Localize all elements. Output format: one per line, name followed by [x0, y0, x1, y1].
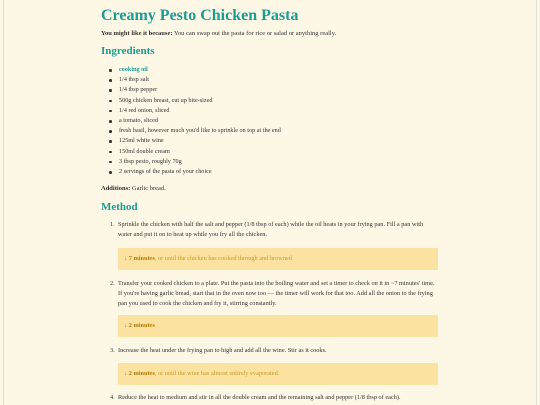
timer-note: , or until the chicken has cooked through and browned	[154, 255, 292, 262]
right-border	[536, 0, 537, 405]
timer-callout	[118, 315, 438, 337]
ingredient-item: 1/4 tbsp pepper	[119, 85, 281, 95]
timer-callout	[118, 248, 438, 270]
page-title: Creamy Pesto Chicken Pasta	[101, 7, 299, 24]
method-heading: Method	[101, 201, 138, 213]
timer-duration: 7 minutes	[128, 255, 155, 262]
ingredient-item: 1/4 tbsp salt	[119, 75, 281, 85]
additions-text	[101, 184, 166, 193]
ingredient-item[interactable]	[119, 65, 281, 75]
ingredient-item: a tomato, sliced	[119, 116, 281, 126]
ingredients-heading: Ingredients	[101, 45, 155, 57]
ingredient-item: 150ml double cream	[119, 147, 281, 157]
down-arrow-icon: ↓	[124, 370, 128, 377]
ingredients-list	[101, 65, 281, 177]
timer-callout	[118, 363, 438, 385]
left-border	[3, 0, 4, 405]
timer-duration: 2 minutes	[128, 370, 155, 377]
step-text: Sprinkle the chicken with half the salt and pepper (1/8 tbsp of each) while the oil heats in your frying pan. Fill a pan with water and put it on to heat up while you fry all the chicken.	[118, 221, 424, 238]
ingredient-item: 2 servings of the pasta of your choice	[119, 167, 281, 177]
step-text: Increase the heat under the frying pan to high and add all the wine. Stir as it cooks.	[118, 347, 327, 354]
ingredient-item: fresh basil, however much you'd like to sprinkle on top at the end	[119, 126, 281, 136]
additions-label: Additions:	[101, 185, 131, 192]
step-number: 3.	[110, 347, 115, 354]
method-step	[110, 346, 438, 356]
method-step	[110, 279, 438, 309]
intro-text	[101, 29, 336, 38]
step-text: Reduce the heat to medium and stir in all the double cream and the remaining salt and pepper (1/8 tbsp of each).	[118, 394, 401, 401]
step-number: 2.	[110, 280, 115, 287]
down-arrow-icon: ↓	[124, 322, 128, 329]
ingredient-link[interactable]: cooking oil	[119, 66, 148, 73]
ingredient-item: 125ml white wine	[119, 136, 281, 146]
ingredient-item: 1/4 red onion, sliced	[119, 106, 281, 116]
ingredient-item: 3 tbsp pesto, roughly 70g	[119, 157, 281, 167]
intro-body: You can swap out the pasta for rice or salad or anything really.	[172, 30, 337, 37]
timer-duration: 2 minutes	[128, 322, 155, 329]
intro-label: You might like it because:	[101, 30, 173, 37]
step-number: 1.	[110, 221, 115, 228]
timer-note: , or until the wine has almost entirely evaporated.	[154, 370, 280, 377]
down-arrow-icon: ↓	[124, 255, 128, 262]
method-step	[110, 220, 438, 240]
step-number: 4.	[110, 394, 115, 401]
additions-body: Garlic bread.	[130, 185, 166, 192]
method-step	[110, 393, 438, 403]
ingredient-item: 500g chicken breast, cut up bite-sized	[119, 96, 281, 106]
step-text: Transfer your cooked chicken to a plate. Put the pasta into the boiling water and set a timer to check on it in ~7 minutes' time. If you're having garlic bread, start that in the oven now too — the timer will work for that too. Add all the onion to the frying pan you used to cook the chicken and fry it, stirring constantly.	[118, 280, 435, 307]
